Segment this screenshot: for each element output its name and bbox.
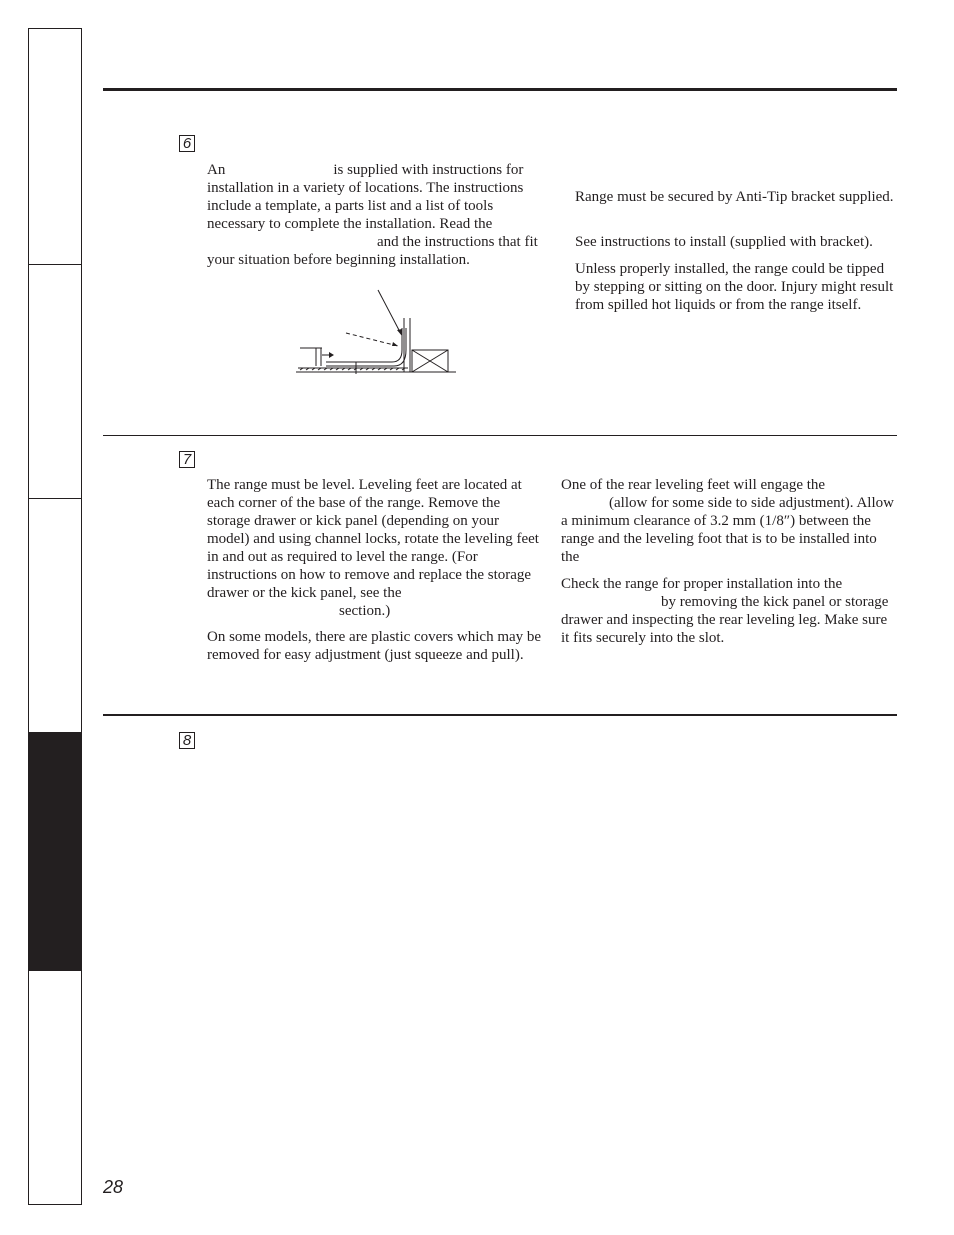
step8-divider [103, 714, 897, 716]
anti-tip-bracket-diagram [296, 288, 460, 378]
section-tab-1 [29, 29, 81, 265]
step7-left-paragraph-1: The range must be level. Leveling feet are located at each corner of the base of the range. Remove the storage drawer or kick panel (depending on your model) and using channel locks, rotate the leveling feet in and out as required to level the range. (For instructions on how to remove and replace the storage drawer or the kick panel, see the section.) [207, 477, 539, 619]
step8-number: 8 [179, 732, 195, 749]
step7-number: 7 [179, 451, 195, 468]
step6-left-paragraph: An is supplied with instructions for installation in a variety of locations. The instructions include a template, a parts list and a list of tools necessary to complete the installation. Read the and the instructions that fit your situation before beginning installation. [207, 162, 538, 268]
section-tab-3 [29, 499, 81, 733]
page-number: 28 [103, 1177, 124, 1197]
step6-right-paragraph-1: Range must be secured by Anti-Tip bracket supplied. [575, 189, 894, 205]
section-tab-active [29, 733, 81, 971]
section-tab-2 [29, 265, 81, 499]
step6-right-paragraph-2: See instructions to install (supplied with bracket). [575, 234, 873, 250]
step6-right-paragraph-3: Unless properly installed, the range could be tipped by stepping or sitting on the door. Injury might result from spilled hot liquids or from the range itself. [575, 261, 894, 313]
step7-divider [103, 435, 897, 436]
step7-right-paragraph-1: One of the rear leveling feet will engage the (allow for some side to side adjustment). Allow a minimum clearance of 3.2 mm (1/8″) between the range and the leveling foot that is to be installed into the [561, 477, 894, 565]
section-tab-sidebar [28, 28, 82, 1205]
step6-number: 6 [179, 135, 195, 152]
top-rule [103, 88, 897, 91]
step7-left-paragraph-2: On some models, there are plastic covers which may be removed for easy adjustment (just squeeze and pull). [207, 629, 542, 663]
step7-right-paragraph-2: Check the range for proper installation into the by removing the kick panel or storage drawer and inspecting the rear leveling leg. Make sure it fits securely into the slot. [561, 576, 889, 646]
